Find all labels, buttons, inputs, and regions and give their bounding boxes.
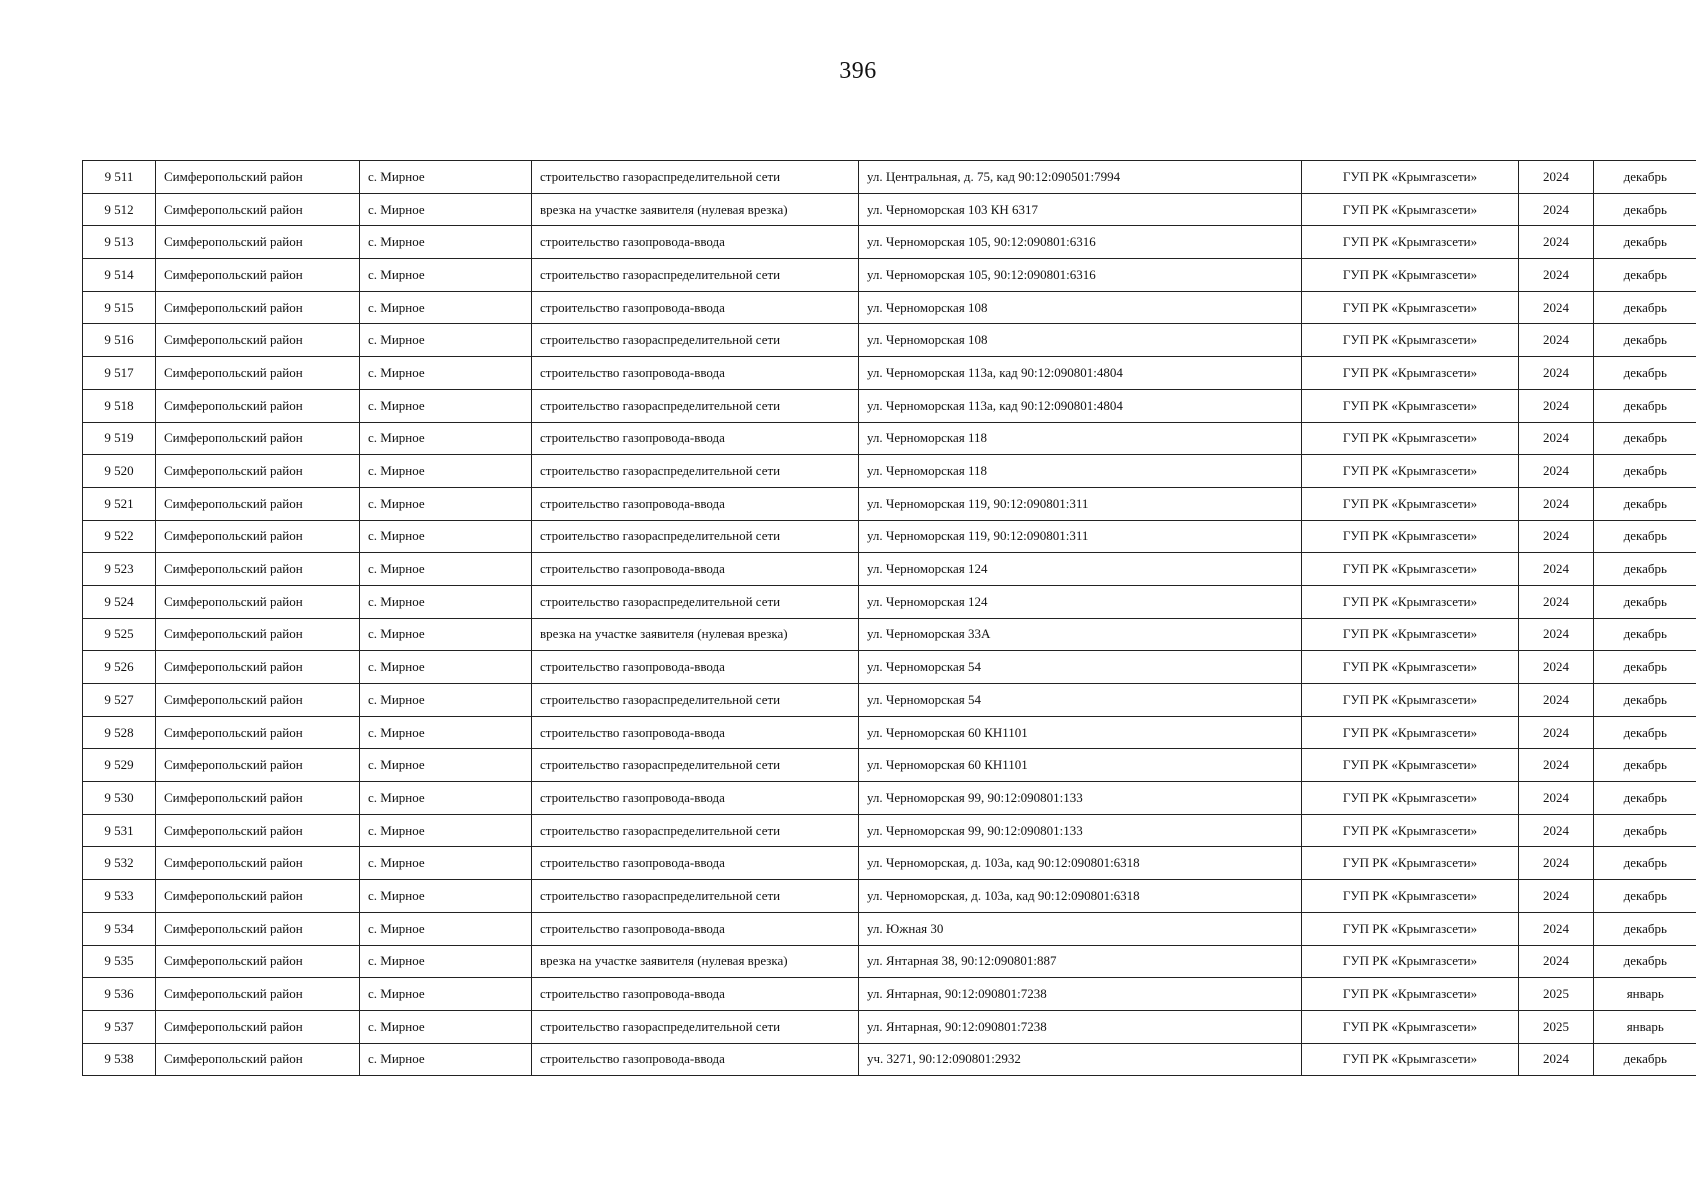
work-type-cell: строительство газопровода-ввода (532, 716, 859, 749)
work-type-cell: строительство газопровода-ввода (532, 651, 859, 684)
address-cell: ул. Черноморская 105, 90:12:090801:6316 (859, 226, 1302, 259)
district-cell: Симферопольский район (156, 618, 360, 651)
table-row (83, 193, 1696, 226)
organization-cell: ГУП РК «Крымгазсети» (1302, 749, 1519, 782)
month-cell: декабрь (1594, 193, 1696, 226)
month-cell: декабрь (1594, 716, 1696, 749)
work-type-cell: строительство газопровода-ввода (532, 487, 859, 520)
organization-cell: ГУП РК «Крымгазсети» (1302, 847, 1519, 880)
district-cell: Симферопольский район (156, 814, 360, 847)
row-number: 9 513 (83, 226, 156, 259)
year-cell: 2024 (1519, 684, 1594, 717)
work-type-cell: строительство газопровода-ввода (532, 782, 859, 815)
month-cell: декабрь (1594, 1043, 1696, 1076)
row-number: 9 526 (83, 651, 156, 684)
month-cell: декабрь (1594, 585, 1696, 618)
table-row (83, 1043, 1696, 1076)
locality-cell: с. Мирное (360, 1010, 532, 1043)
address-cell: ул. Черноморская 119, 90:12:090801:311 (859, 520, 1302, 553)
organization-cell: ГУП РК «Крымгазсети» (1302, 455, 1519, 488)
month-cell: декабрь (1594, 455, 1696, 488)
month-cell: декабрь (1594, 259, 1696, 292)
locality-cell: с. Мирное (360, 291, 532, 324)
work-type-cell: строительство газораспределительной сети (532, 749, 859, 782)
organization-cell: ГУП РК «Крымгазсети» (1302, 716, 1519, 749)
district-cell: Симферопольский район (156, 978, 360, 1011)
work-type-cell: строительство газораспределительной сети (532, 814, 859, 847)
row-number: 9 511 (83, 161, 156, 194)
month-cell: декабрь (1594, 291, 1696, 324)
year-cell: 2024 (1519, 945, 1594, 978)
table-row (83, 520, 1696, 553)
work-type-cell: строительство газопровода-ввода (532, 847, 859, 880)
locality-cell: с. Мирное (360, 357, 532, 390)
month-cell: декабрь (1594, 814, 1696, 847)
address-cell: ул. Черноморская, д. 103а, кад 90:12:090801:6318 (859, 847, 1302, 880)
table-row (83, 912, 1696, 945)
locality-cell: с. Мирное (360, 847, 532, 880)
district-cell: Симферопольский район (156, 651, 360, 684)
row-number: 9 533 (83, 880, 156, 913)
year-cell: 2024 (1519, 161, 1594, 194)
row-number: 9 516 (83, 324, 156, 357)
address-cell: ул. Черноморская 99, 90:12:090801:133 (859, 782, 1302, 815)
month-cell: декабрь (1594, 684, 1696, 717)
locality-cell: с. Мирное (360, 487, 532, 520)
district-cell: Симферопольский район (156, 226, 360, 259)
locality-cell: с. Мирное (360, 880, 532, 913)
locality-cell: с. Мирное (360, 259, 532, 292)
district-cell: Симферопольский район (156, 945, 360, 978)
locality-cell: с. Мирное (360, 912, 532, 945)
row-number: 9 518 (83, 389, 156, 422)
address-cell: ул. Черноморская 54 (859, 651, 1302, 684)
locality-cell: с. Мирное (360, 193, 532, 226)
row-number: 9 529 (83, 749, 156, 782)
month-cell: декабрь (1594, 880, 1696, 913)
year-cell: 2025 (1519, 978, 1594, 1011)
year-cell: 2025 (1519, 1010, 1594, 1043)
row-number: 9 525 (83, 618, 156, 651)
address-cell: уч. 3271, 90:12:090801:2932 (859, 1043, 1302, 1076)
address-cell: ул. Южная 30 (859, 912, 1302, 945)
year-cell: 2024 (1519, 1043, 1594, 1076)
row-number: 9 531 (83, 814, 156, 847)
year-cell: 2024 (1519, 814, 1594, 847)
year-cell: 2024 (1519, 259, 1594, 292)
row-number: 9 534 (83, 912, 156, 945)
row-number: 9 536 (83, 978, 156, 1011)
address-cell: ул. Черноморская 113а, кад 90:12:090801:4804 (859, 357, 1302, 390)
month-cell: декабрь (1594, 782, 1696, 815)
work-type-cell: строительство газораспределительной сети (532, 585, 859, 618)
month-cell: декабрь (1594, 651, 1696, 684)
work-type-cell: строительство газопровода-ввода (532, 422, 859, 455)
locality-cell: с. Мирное (360, 749, 532, 782)
row-number: 9 538 (83, 1043, 156, 1076)
table-row (83, 618, 1696, 651)
organization-cell: ГУП РК «Крымгазсети» (1302, 912, 1519, 945)
organization-cell: ГУП РК «Крымгазсети» (1302, 193, 1519, 226)
address-cell: ул. Черноморская 124 (859, 585, 1302, 618)
row-number: 9 515 (83, 291, 156, 324)
address-cell: ул. Янтарная 38, 90:12:090801:887 (859, 945, 1302, 978)
table-row (83, 749, 1696, 782)
table-row (83, 684, 1696, 717)
month-cell: декабрь (1594, 487, 1696, 520)
address-cell: ул. Черноморская 99, 90:12:090801:133 (859, 814, 1302, 847)
address-cell: ул. Черноморская 113а, кад 90:12:090801:4804 (859, 389, 1302, 422)
table-row (83, 291, 1696, 324)
year-cell: 2024 (1519, 357, 1594, 390)
work-type-cell: строительство газопровода-ввода (532, 978, 859, 1011)
row-number: 9 537 (83, 1010, 156, 1043)
month-cell: декабрь (1594, 749, 1696, 782)
year-cell: 2024 (1519, 880, 1594, 913)
address-cell: ул. Черноморская 103 КН 6317 (859, 193, 1302, 226)
organization-cell: ГУП РК «Крымгазсети» (1302, 291, 1519, 324)
year-cell: 2024 (1519, 226, 1594, 259)
organization-cell: ГУП РК «Крымгазсети» (1302, 978, 1519, 1011)
address-cell: ул. Янтарная, 90:12:090801:7238 (859, 1010, 1302, 1043)
district-cell: Симферопольский район (156, 716, 360, 749)
year-cell: 2024 (1519, 487, 1594, 520)
work-type-cell: строительство газопровода-ввода (532, 357, 859, 390)
organization-cell: ГУП РК «Крымгазсети» (1302, 389, 1519, 422)
work-type-cell: врезка на участке заявителя (нулевая врезка) (532, 193, 859, 226)
locality-cell: с. Мирное (360, 782, 532, 815)
work-type-cell: строительство газораспределительной сети (532, 259, 859, 292)
table-row (83, 259, 1696, 292)
organization-cell: ГУП РК «Крымгазсети» (1302, 880, 1519, 913)
row-number: 9 520 (83, 455, 156, 488)
year-cell: 2024 (1519, 618, 1594, 651)
locality-cell: с. Мирное (360, 1043, 532, 1076)
district-cell: Симферопольский район (156, 684, 360, 717)
year-cell: 2024 (1519, 782, 1594, 815)
organization-cell: ГУП РК «Крымгазсети» (1302, 520, 1519, 553)
organization-cell: ГУП РК «Крымгазсети» (1302, 945, 1519, 978)
row-number: 9 532 (83, 847, 156, 880)
row-number: 9 521 (83, 487, 156, 520)
row-number: 9 517 (83, 357, 156, 390)
district-cell: Симферопольский район (156, 193, 360, 226)
organization-cell: ГУП РК «Крымгазсети» (1302, 357, 1519, 390)
district-cell: Симферопольский район (156, 585, 360, 618)
locality-cell: с. Мирное (360, 520, 532, 553)
month-cell: январь (1594, 1010, 1696, 1043)
district-cell: Симферопольский район (156, 455, 360, 488)
year-cell: 2024 (1519, 520, 1594, 553)
organization-cell: ГУП РК «Крымгазсети» (1302, 553, 1519, 586)
work-type-cell: строительство газораспределительной сети (532, 455, 859, 488)
locality-cell: с. Мирное (360, 978, 532, 1011)
row-number: 9 514 (83, 259, 156, 292)
year-cell: 2024 (1519, 749, 1594, 782)
work-type-cell: строительство газопровода-ввода (532, 912, 859, 945)
locality-cell: с. Мирное (360, 324, 532, 357)
work-type-cell: строительство газопровода-ввода (532, 553, 859, 586)
locality-cell: с. Мирное (360, 684, 532, 717)
year-cell: 2024 (1519, 455, 1594, 488)
table-row (83, 814, 1696, 847)
table-row (83, 553, 1696, 586)
organization-cell: ГУП РК «Крымгазсети» (1302, 814, 1519, 847)
year-cell: 2024 (1519, 193, 1594, 226)
table-row (83, 651, 1696, 684)
month-cell: декабрь (1594, 422, 1696, 455)
district-cell: Симферопольский район (156, 422, 360, 455)
locality-cell: с. Мирное (360, 553, 532, 586)
row-number: 9 524 (83, 585, 156, 618)
row-number: 9 527 (83, 684, 156, 717)
organization-cell: ГУП РК «Крымгазсети» (1302, 782, 1519, 815)
year-cell: 2024 (1519, 389, 1594, 422)
table-row (83, 389, 1696, 422)
table-row (83, 847, 1696, 880)
address-cell: ул. Черноморская 124 (859, 553, 1302, 586)
work-type-cell: строительство газораспределительной сети (532, 1010, 859, 1043)
locality-cell: с. Мирное (360, 716, 532, 749)
district-cell: Симферопольский район (156, 1010, 360, 1043)
work-type-cell: строительство газораспределительной сети (532, 520, 859, 553)
work-type-cell: строительство газопровода-ввода (532, 1043, 859, 1076)
year-cell: 2024 (1519, 324, 1594, 357)
table-row (83, 226, 1696, 259)
work-type-cell: строительство газораспределительной сети (532, 161, 859, 194)
table-row (83, 357, 1696, 390)
address-cell: ул. Черноморская 118 (859, 455, 1302, 488)
district-cell: Симферопольский район (156, 553, 360, 586)
table-row (83, 716, 1696, 749)
organization-cell: ГУП РК «Крымгазсети» (1302, 1010, 1519, 1043)
address-cell: ул. Черноморская 60 КН1101 (859, 716, 1302, 749)
row-number: 9 523 (83, 553, 156, 586)
work-type-cell: строительство газопровода-ввода (532, 226, 859, 259)
row-number: 9 528 (83, 716, 156, 749)
address-cell: ул. Черноморская 119, 90:12:090801:311 (859, 487, 1302, 520)
table-row (83, 422, 1696, 455)
month-cell: январь (1594, 978, 1696, 1011)
address-cell: ул. Центральная, д. 75, кад 90:12:090501:7994 (859, 161, 1302, 194)
table-row (83, 585, 1696, 618)
locality-cell: с. Мирное (360, 422, 532, 455)
organization-cell: ГУП РК «Крымгазсети» (1302, 684, 1519, 717)
year-cell: 2024 (1519, 553, 1594, 586)
locality-cell: с. Мирное (360, 651, 532, 684)
district-cell: Симферопольский район (156, 880, 360, 913)
organization-cell: ГУП РК «Крымгазсети» (1302, 161, 1519, 194)
month-cell: декабрь (1594, 357, 1696, 390)
district-cell: Симферопольский район (156, 749, 360, 782)
table-row (83, 978, 1696, 1011)
address-cell: ул. Черноморская 33А (859, 618, 1302, 651)
address-cell: ул. Черноморская, д. 103а, кад 90:12:090801:6318 (859, 880, 1302, 913)
organization-cell: ГУП РК «Крымгазсети» (1302, 651, 1519, 684)
gasification-registry-table (82, 160, 1696, 1076)
table-row (83, 945, 1696, 978)
work-type-cell: строительство газораспределительной сети (532, 389, 859, 422)
district-cell: Симферопольский район (156, 1043, 360, 1076)
row-number: 9 522 (83, 520, 156, 553)
address-cell: ул. Черноморская 54 (859, 684, 1302, 717)
month-cell: декабрь (1594, 161, 1696, 194)
work-type-cell: строительство газораспределительной сети (532, 684, 859, 717)
month-cell: декабрь (1594, 553, 1696, 586)
address-cell: ул. Черноморская 60 КН1101 (859, 749, 1302, 782)
table-body (83, 161, 1696, 1076)
address-cell: ул. Черноморская 118 (859, 422, 1302, 455)
district-cell: Симферопольский район (156, 782, 360, 815)
address-cell: ул. Черноморская 108 (859, 324, 1302, 357)
organization-cell: ГУП РК «Крымгазсети» (1302, 585, 1519, 618)
district-cell: Симферопольский район (156, 389, 360, 422)
organization-cell: ГУП РК «Крымгазсети» (1302, 618, 1519, 651)
locality-cell: с. Мирное (360, 945, 532, 978)
row-number: 9 535 (83, 945, 156, 978)
address-cell: ул. Черноморская 105, 90:12:090801:6316 (859, 259, 1302, 292)
table-row (83, 455, 1696, 488)
year-cell: 2024 (1519, 847, 1594, 880)
year-cell: 2024 (1519, 716, 1594, 749)
organization-cell: ГУП РК «Крымгазсети» (1302, 226, 1519, 259)
district-cell: Симферопольский район (156, 487, 360, 520)
locality-cell: с. Мирное (360, 618, 532, 651)
row-number: 9 530 (83, 782, 156, 815)
district-cell: Симферопольский район (156, 291, 360, 324)
month-cell: декабрь (1594, 520, 1696, 553)
work-type-cell: врезка на участке заявителя (нулевая врезка) (532, 945, 859, 978)
month-cell: декабрь (1594, 618, 1696, 651)
locality-cell: с. Мирное (360, 455, 532, 488)
row-number: 9 512 (83, 193, 156, 226)
organization-cell: ГУП РК «Крымгазсети» (1302, 324, 1519, 357)
locality-cell: с. Мирное (360, 585, 532, 618)
year-cell: 2024 (1519, 422, 1594, 455)
table-row (83, 161, 1696, 194)
organization-cell: ГУП РК «Крымгазсети» (1302, 1043, 1519, 1076)
month-cell: декабрь (1594, 847, 1696, 880)
organization-cell: ГУП РК «Крымгазсети» (1302, 422, 1519, 455)
district-cell: Симферопольский район (156, 161, 360, 194)
locality-cell: с. Мирное (360, 389, 532, 422)
month-cell: декабрь (1594, 389, 1696, 422)
year-cell: 2024 (1519, 291, 1594, 324)
district-cell: Симферопольский район (156, 357, 360, 390)
district-cell: Симферопольский район (156, 259, 360, 292)
organization-cell: ГУП РК «Крымгазсети» (1302, 259, 1519, 292)
year-cell: 2024 (1519, 585, 1594, 618)
district-cell: Симферопольский район (156, 912, 360, 945)
table-row (83, 324, 1696, 357)
row-number: 9 519 (83, 422, 156, 455)
locality-cell: с. Мирное (360, 814, 532, 847)
work-type-cell: строительство газопровода-ввода (532, 291, 859, 324)
locality-cell: с. Мирное (360, 161, 532, 194)
work-type-cell: врезка на участке заявителя (нулевая врезка) (532, 618, 859, 651)
district-cell: Симферопольский район (156, 324, 360, 357)
table-row (83, 782, 1696, 815)
work-type-cell: строительство газораспределительной сети (532, 880, 859, 913)
year-cell: 2024 (1519, 912, 1594, 945)
district-cell: Симферопольский район (156, 847, 360, 880)
work-type-cell: строительство газораспределительной сети (532, 324, 859, 357)
table-row (83, 880, 1696, 913)
year-cell: 2024 (1519, 651, 1594, 684)
locality-cell: с. Мирное (360, 226, 532, 259)
district-cell: Симферопольский район (156, 520, 360, 553)
organization-cell: ГУП РК «Крымгазсети» (1302, 487, 1519, 520)
month-cell: декабрь (1594, 324, 1696, 357)
address-cell: ул. Янтарная, 90:12:090801:7238 (859, 978, 1302, 1011)
month-cell: декабрь (1594, 226, 1696, 259)
page-number: 396 (839, 58, 877, 84)
address-cell: ул. Черноморская 108 (859, 291, 1302, 324)
month-cell: декабрь (1594, 945, 1696, 978)
table-row (83, 487, 1696, 520)
table-row (83, 1010, 1696, 1043)
month-cell: декабрь (1594, 912, 1696, 945)
